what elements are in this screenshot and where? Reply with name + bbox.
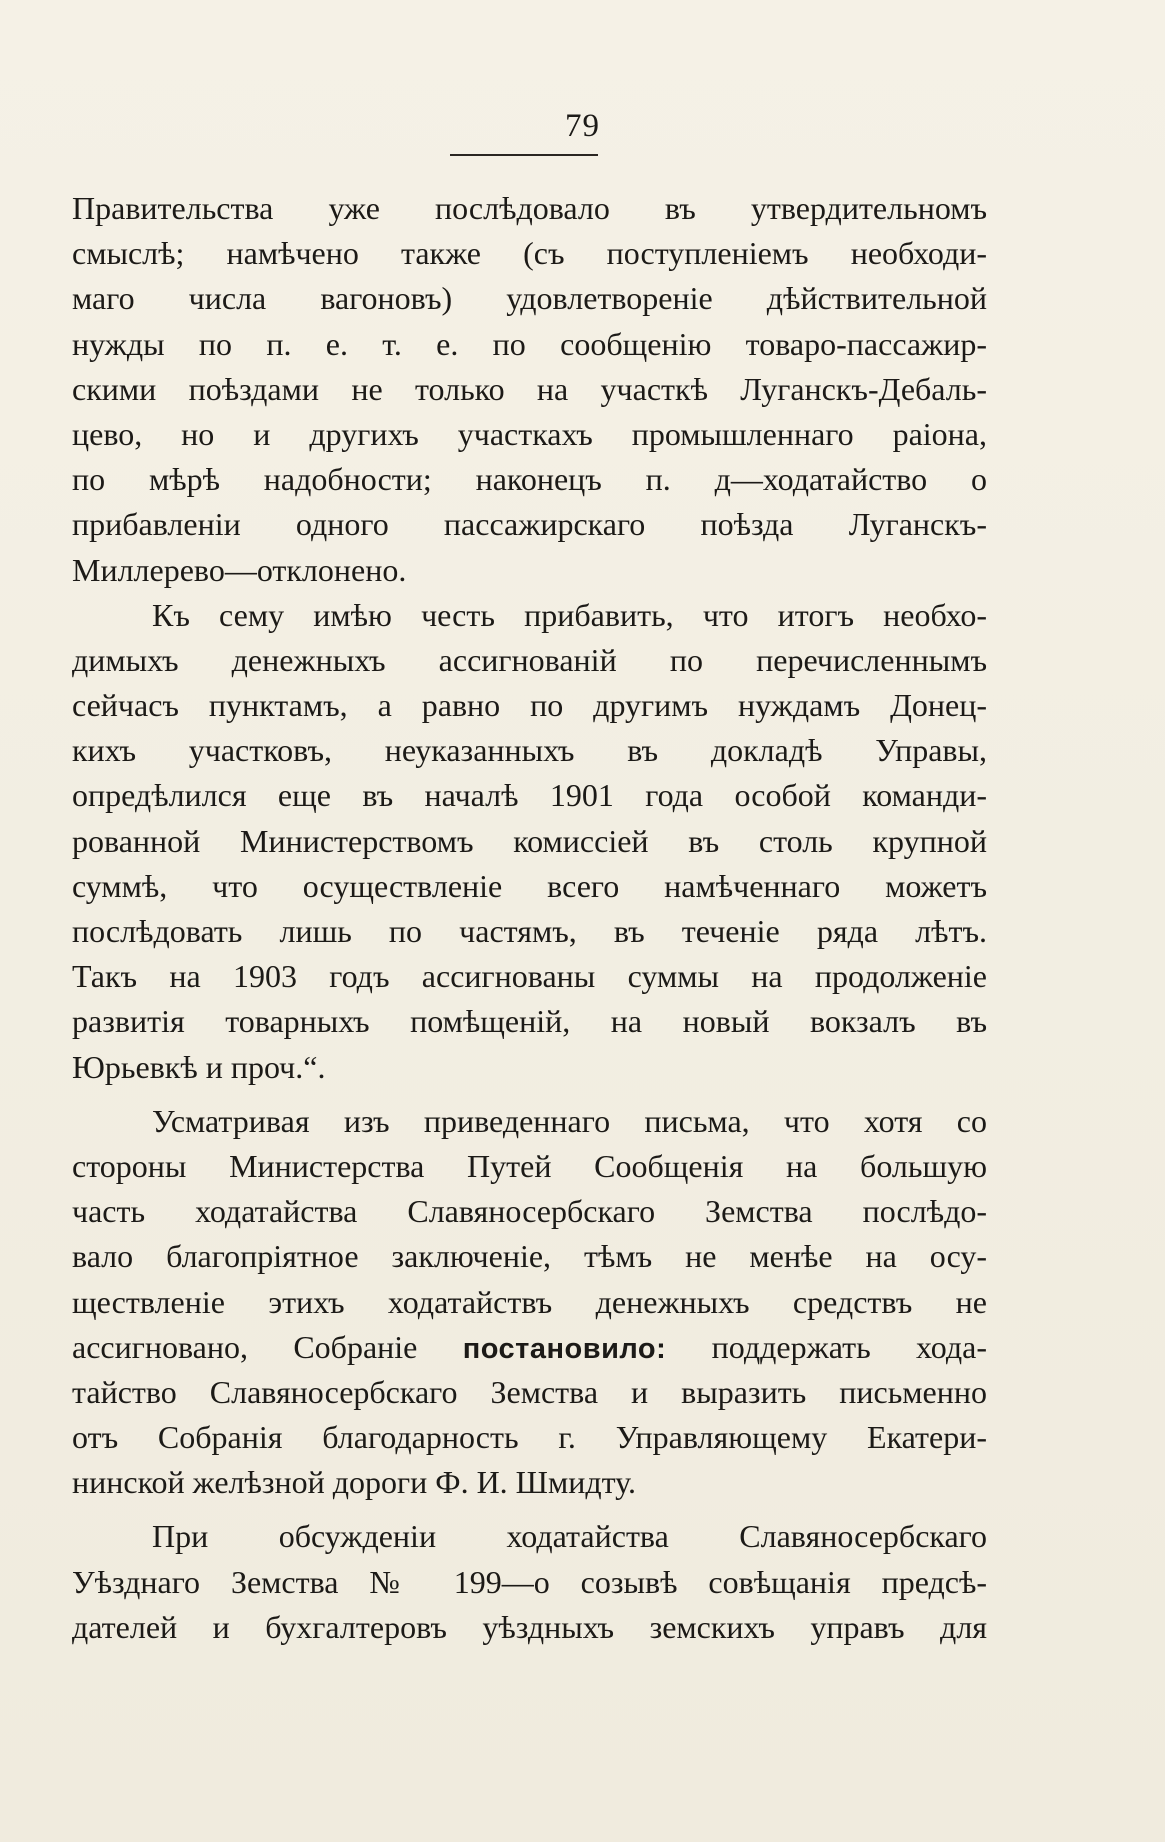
bold-resolution-word: постановило: [462,1332,667,1365]
text-line: по мѣрѣ надобности; наконецъ п. д—ходатайство о [72,461,987,498]
text-line: Такъ на 1903 годъ ассигнованы суммы на продолженіе [72,958,987,995]
text-line: сейчасъ пунктамъ, а равно по другимъ нуждамъ Донец- [72,687,987,724]
text-line: прибавленіи одного пассажирскаго поѣзда Луганскъ- [72,506,987,543]
text-fragment: ассигновано, [72,1328,248,1365]
text-line-with-bold [72,1325,987,1370]
text-line: Усматривая изъ приведеннаго письма, что хотя со [152,1102,987,1139]
text-line: Уѣзднаго Земства № 199—о созывѣ совѣщанія предсѣ- [72,1563,987,1600]
text-fragment: Собраніе [293,1328,418,1365]
page-number-rule [450,154,598,156]
text-line: вало благопріятное заключеніе, тѣмъ не менѣе на осу- [72,1238,987,1275]
page-number: 79 [565,108,600,144]
text-fragment: поддержать хода- [711,1328,987,1365]
text-line: дателей и бухгалтеровъ уѣздныхъ земскихъ управъ для [72,1608,987,1645]
paragraph [72,1514,987,1650]
paragraph [72,1099,987,1506]
text-line: смыслѣ; намѣчено также (съ поступленіемъ необходи- [72,235,987,272]
paragraph [72,593,987,1090]
text-line: нинской желѣзной дороги Ф. И. Шмидту. [72,1464,636,1501]
text-line: Миллерево—отклонено. [72,551,407,588]
text-line: тайство Славяносербскаго Земства и выразить письменно [72,1373,987,1410]
text-line: ществленіе этихъ ходатайствъ денежныхъ средствъ не [72,1283,987,1320]
text-line: развитія товарныхъ помѣщеній, на новый вокзалъ въ [72,1003,987,1040]
text-line: опредѣлился еще въ началѣ 1901 года особой команди- [72,777,987,814]
text-line: нужды по п. е. т. е. по сообщенію товаро-пассажир- [72,325,987,362]
text-line: скими поѣздами не только на участкѣ Луганскъ-Дебаль- [72,370,987,407]
paragraph-gap [72,1090,987,1099]
text-line: стороны Министерства Путей Сообщенія на большую [72,1147,987,1184]
text-line: цево, но и другихъ участкахъ промышленнаго раіона, [72,415,987,452]
text-line: рованной Министерствомъ комиссіей въ столь крупной [72,822,987,859]
text-line: кихъ участковъ, неуказанныхъ въ докладѣ Управы, [72,732,987,769]
text-line: димыхъ денежныхъ ассигнованій по перечисленнымъ [72,641,987,678]
paragraph-gap [72,1505,987,1514]
text-line: суммѣ, что осуществленіе всего намѣченнаго можетъ [72,867,987,904]
text-line: Къ сему имѣю честь прибавить, что итогъ необхо- [152,596,987,633]
text-line: маго числа вагоновъ) удовлетвореніе дѣйствительной [72,280,987,317]
text-line: Правительства уже послѣдовало въ утвердительномъ [72,190,987,226]
body-text [72,186,987,1650]
text-line: часть ходатайства Славяносербскаго Земства послѣдо- [72,1193,987,1230]
text-line: При обсужденіи ходатайства Славяносербскаго [152,1518,987,1555]
text-line: отъ Собранія благодарность г. Управляющему Екатери- [72,1419,987,1456]
text-line: послѣдовать лишь по частямъ, въ теченіе ряда лѣтъ. [72,913,987,949]
text-line: Юрьевкѣ и проч.“. [72,1048,326,1085]
paragraph [72,186,987,593]
